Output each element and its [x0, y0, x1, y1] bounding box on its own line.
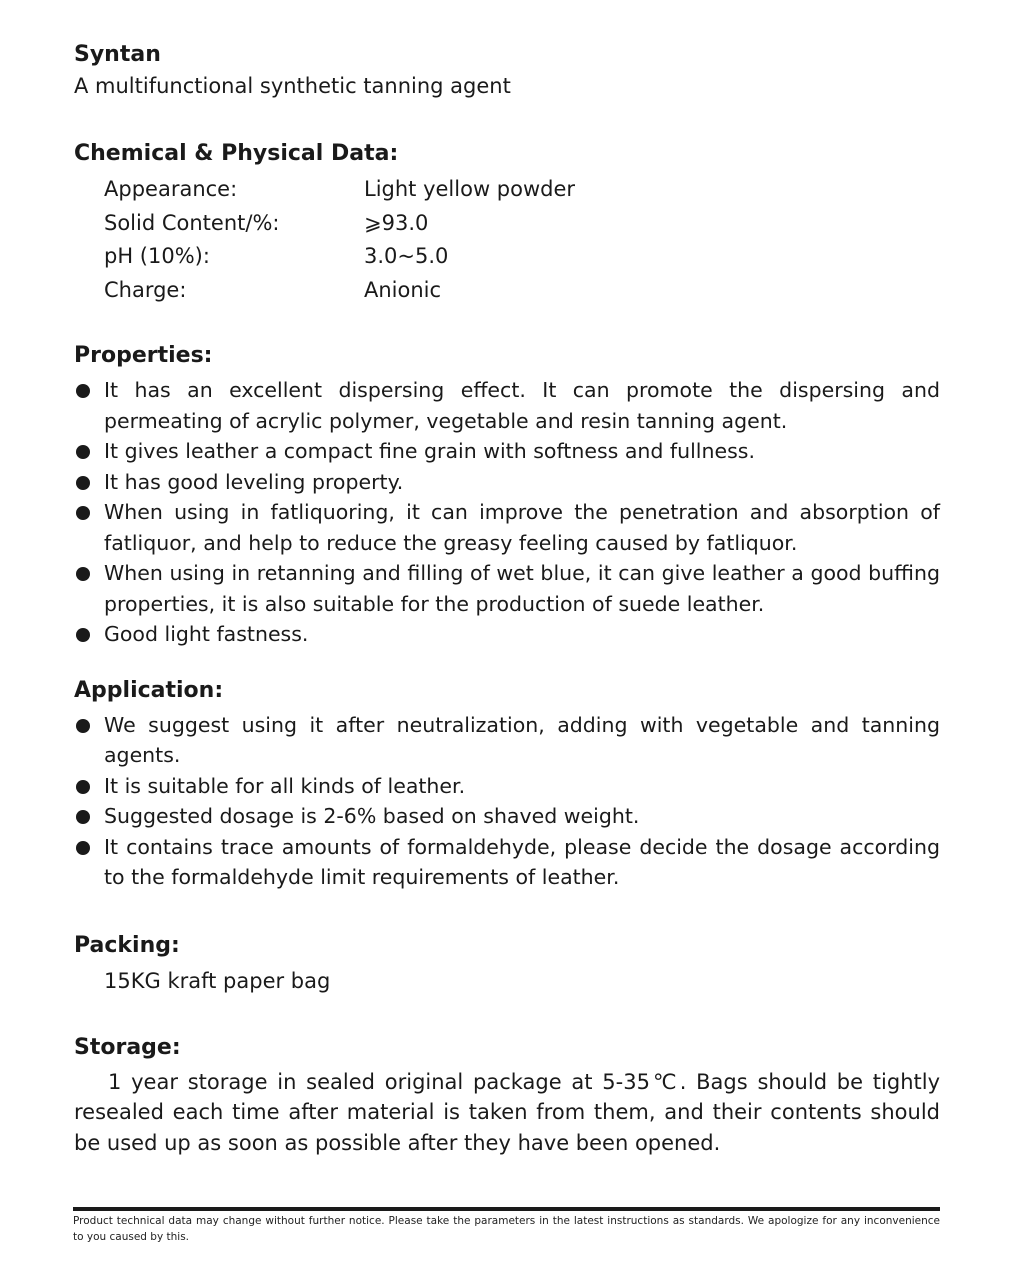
properties-list [74, 375, 940, 650]
storage-text: 1 year storage in sealed original package at 5-35℃. Bags should be tightly resealed each time after material is taken from them, and their contents should be used up as soon as possible after they have been opened. [74, 1069, 940, 1155]
product-name: Syntan [74, 42, 161, 67]
bullet-dot-icon [76, 810, 90, 824]
application-list [74, 710, 940, 893]
packing-heading: Packing: [74, 932, 180, 958]
chemical-section [74, 139, 940, 307]
storage-section [74, 1033, 940, 1159]
list-item: It has an excellent dispersing effect. It can promote the dispersing and permeating of acrylic polymer, vegetable and resin tanning agent. [74, 375, 940, 436]
list-item: It is suitable for all kinds of leather. [74, 771, 940, 802]
spec-value: ⩾93.0 [364, 210, 429, 235]
bullet-dot-icon [76, 506, 90, 520]
bullet-dot-icon [76, 719, 90, 733]
bullet-dot-icon [76, 841, 90, 855]
bullet-dot-icon [76, 567, 90, 581]
list-item: Good light fastness. [74, 619, 940, 650]
datasheet [74, 40, 940, 1158]
spec-row-charge [104, 274, 940, 308]
spec-row-solid-content [104, 207, 940, 241]
bullet-dot-icon [76, 780, 90, 794]
chemical-heading: Chemical & Physical Data: [74, 141, 399, 166]
packing-section [74, 931, 940, 997]
packing-text: 15KG kraft paper bag [104, 968, 331, 993]
list-item: It has good leveling property. [74, 467, 940, 498]
spec-label: pH (10%): [104, 244, 210, 269]
spec-value: Anionic [364, 277, 442, 302]
spec-label: Charge: [104, 277, 187, 302]
spec-table [104, 173, 940, 307]
bullet-dot-icon [76, 384, 90, 398]
footer-divider [73, 1207, 940, 1211]
list-item: When using in fatliquoring, it can improve the penetration and absorption of fatliquor, and help to reduce the greasy feeling caused by fatliquor. [74, 497, 940, 558]
bullet-dot-icon [76, 628, 90, 642]
bullet-dot-icon [76, 476, 90, 490]
bullet-dot-icon [76, 445, 90, 459]
spec-label: Appearance: [104, 177, 238, 201]
list-item: Suggested dosage is 2-6% based on shaved weight. [74, 801, 940, 832]
application-section [74, 676, 940, 893]
spec-row-appearance [104, 173, 940, 207]
properties-section [74, 341, 940, 650]
list-item: It gives leather a compact fine grain with softness and fullness. [74, 436, 940, 467]
footer-disclaimer: Product technical data may change without further notice. Please take the parameters in the latest instructions as standards. We apologize for any inconvenience to you caused by this. [73, 1215, 940, 1243]
application-heading: Application: [74, 677, 224, 703]
properties-heading: Properties: [74, 343, 213, 369]
list-item: When using in retanning and filling of wet blue, it can give leather a good buffing properties, it is also suitable for the production of suede leather. [74, 558, 940, 619]
spec-row-ph [104, 240, 940, 274]
spec-label: Solid Content/%: [104, 210, 280, 235]
list-item: It contains trace amounts of formaldehyde, please decide the dosage according to the formaldehyde limit requirements of leather. [74, 832, 940, 893]
product-subtitle: A multifunctional synthetic tanning agent [74, 74, 511, 98]
storage-heading: Storage: [74, 1034, 181, 1060]
spec-value: 3.0~5.0 [364, 244, 449, 269]
spec-value: Light yellow powder [364, 177, 576, 201]
list-item: We suggest using it after neutralization, adding with vegetable and tanning agents. [74, 710, 940, 771]
